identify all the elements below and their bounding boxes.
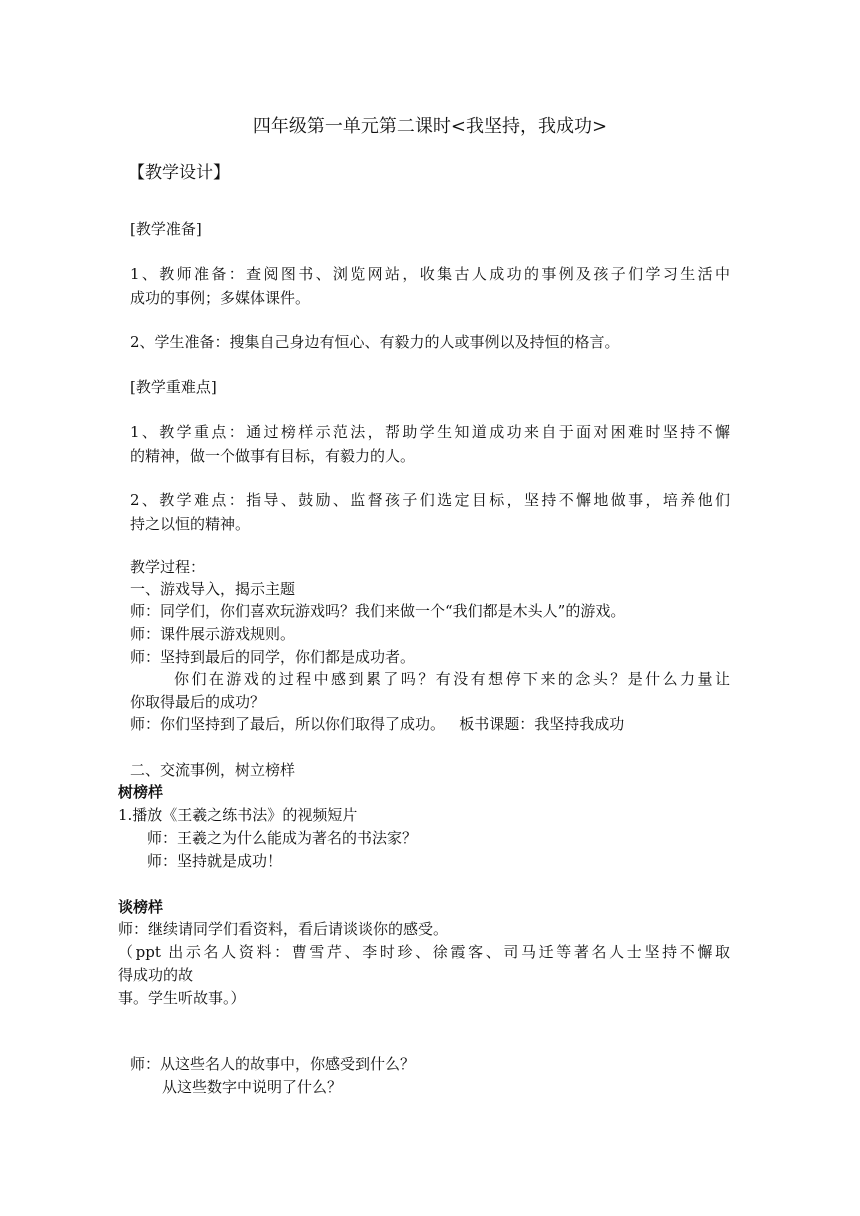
tan-p4: 从这些数字中说明了什么？ [162, 1078, 343, 1096]
process-p5: 师：你们坚持到了最后，所以你们取得了成功。 板书课题：我坚持我成功 [130, 715, 625, 733]
shu-question1: 师：王羲之为什么能成为著名的书法家？ [147, 829, 418, 847]
tan-p2-line3: 事。学生听故事。） [118, 989, 246, 1007]
prep-item1-line1: 1、教师准备：查阅图书、浏览网站，收集古人成功的事例及孩子们学习生活中 [130, 265, 730, 283]
process-p2: 师：课件展示游戏规则。 [130, 625, 296, 643]
section-heading: 【教学设计】 [128, 163, 230, 183]
prep-heading: [教学准备] [130, 220, 202, 238]
document-title: 四年级第一单元第二课时<我坚持，我成功> [252, 116, 608, 137]
process-heading: 教学过程： [130, 558, 206, 576]
prep-item2: 2、学生准备：搜集自己身边有恒心、有毅力的人或事例以及持恒的格言。 [130, 333, 620, 351]
key-item2-line1: 2、教学难点：指导、鼓励、监督孩子们选定目标，坚持不懈地做事，培养他们 [130, 491, 730, 509]
process-p3: 师：坚持到最后的同学，你们都是成功者。 [130, 648, 416, 666]
process-p1: 师：同学们，你们喜欢玩游戏吗？我们来做一个“我们都是木头人”的游戏。 [130, 602, 626, 620]
prep-item1-line2: 成功的事例；多媒体课件。 [130, 289, 311, 307]
tan-heading: 谈榜样 [118, 898, 164, 916]
tan-p2-line1: （ppt 出示名人资料：曹雪芹、李时珍、徐霞客、司马迁等著名人士坚持不懈取 [118, 943, 730, 961]
tan-p2-line2: 得成功的故 [118, 966, 194, 984]
shu-item: 1.播放《王羲之练书法》的视频短片 [118, 806, 358, 824]
process-p4-line1: 你们在游戏的过程中感到累了吗？有没有想停下来的念头？是什么力量让 [174, 670, 730, 688]
key-item1-line1: 1、教学重点：通过榜样示范法，帮助学生知道成功来自于面对困难时坚持不懈 [130, 423, 730, 441]
part1-title: 一、游戏导入，揭示主题 [130, 580, 296, 598]
shu-question2: 师：坚持就是成功！ [147, 852, 283, 870]
shu-heading: 树榜样 [118, 783, 164, 801]
tan-p1: 师：继续请同学们看资料，看后请谈谈你的感受。 [118, 920, 449, 938]
tan-p3: 师：从这些名人的故事中，你感受到什么？ [130, 1055, 416, 1073]
part2-title: 二、交流事例，树立榜样 [130, 761, 296, 779]
key-item2-line2: 持之以恒的精神。 [130, 515, 251, 533]
process-p4-line2: 你取得最后的成功？ [130, 693, 266, 711]
key-points-heading: [教学重难点] [130, 378, 217, 396]
key-item1-line2: 的精神，做一个做事有目标，有毅力的人。 [130, 447, 416, 465]
